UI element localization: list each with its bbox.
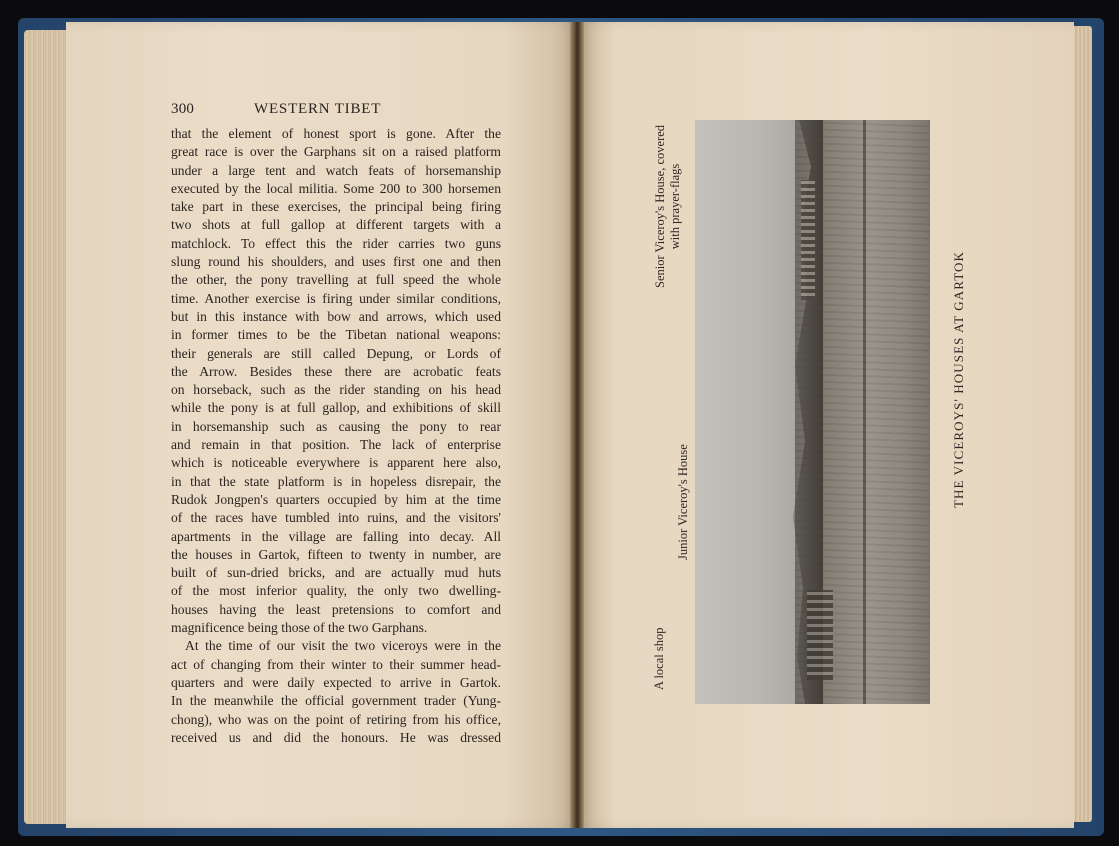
photo-senior-viceroy-house (801, 180, 815, 300)
text-line: in former times to be the Tibetan national weapons: (171, 327, 501, 343)
page-edges-left (24, 30, 72, 824)
text-line: and remain in that position. The lack of enterprise (171, 437, 501, 453)
text-line: great race is over the Garphans sit on a raised platform (171, 144, 501, 160)
text-line: under a large tent and watch feats of horsemanship (171, 162, 501, 178)
page-number: 300 (171, 101, 195, 117)
landscape-photograph (695, 120, 930, 704)
text-line: while the pony is at full gallop, and exhibitions of skill (171, 400, 501, 416)
text-line: of the races have tumbled into ruins, and the visitors' (171, 510, 501, 526)
photo-track (863, 120, 866, 704)
text-line: chong), who was on the point of retiring from his office, (171, 711, 501, 727)
text-line: their generals are still called Depung, or Lords of (171, 345, 501, 361)
text-line: time. Another exercise is firing under similar conditions, (171, 290, 501, 306)
text-line: in horsemanship such as causing the pony to rear (171, 418, 501, 434)
text-line: executed by the local militia. Some 200 to 300 horsemen (171, 180, 501, 196)
text-line: take part in these exercises, the principal being firing (171, 199, 501, 215)
text-line: built of sun-dried bricks, and are actually mud huts (171, 565, 501, 581)
caption-senior-viceroy (653, 125, 683, 288)
text-line: but in this instance with bow and arrows, which used (171, 308, 501, 324)
text-line: apartments in the village are falling into decay. All (171, 528, 501, 544)
body-text (171, 125, 501, 747)
text-line: in that the state platform is in hopeless disrepair, the (171, 473, 501, 489)
text-line: At the time of our visit the two viceroys were in the (185, 638, 501, 654)
photo-local-shop (807, 590, 833, 680)
text-line: quarters and were daily expected to arrive in Gartok. (171, 674, 501, 690)
text-line: houses having the least pretensions to comfort and (171, 601, 501, 617)
text-line: which is noticeable everywhere is apparent here also, (171, 455, 501, 471)
caption-senior-line1: Senior Viceroy's House, covered (653, 124, 667, 288)
photo-sky (695, 120, 803, 704)
caption-junior-viceroy: Junior Viceroy's House (676, 444, 690, 560)
caption-local-shop: A local shop (652, 627, 666, 690)
text-line: the houses in Gartok, fifteen to twenty in number, are (171, 546, 501, 562)
text-line: of the most inferior quality, the only two dwelling- (171, 583, 501, 599)
text-line: slung round his shoulders, and uses first one and then (171, 254, 501, 270)
text-line: matchlock. To effect this the rider carries two guns (171, 235, 501, 251)
plate-title: THE VICEROYS' HOUSES AT GARTOK (951, 250, 966, 508)
text-line: on horseback, such as the rider standing on his head (171, 382, 501, 398)
text-line: act of changing from their winter to their summer head- (171, 656, 501, 672)
running-title: WESTERN TIBET (254, 101, 382, 117)
text-line: that the element of honest sport is gone. After the (171, 126, 501, 141)
text-line: the Arrow. Besides these there are acrobatic feats (171, 363, 501, 379)
text-line: received us and did the honours. He was dressed (171, 729, 501, 745)
text-line: magnificence being those of the two Garphans. (171, 620, 428, 636)
text-line: Rudok Jongpen's quarters occupied by him at the time (171, 491, 501, 507)
text-line: the other, the pony travelling at full speed the whole (171, 272, 501, 288)
caption-senior-line2: with prayer-flags (668, 163, 682, 250)
text-line: two shots at full gallop at different targets with a (171, 217, 501, 233)
text-line: In the meanwhile the official government trader (Yung- (171, 693, 501, 709)
book-gutter (570, 22, 584, 828)
